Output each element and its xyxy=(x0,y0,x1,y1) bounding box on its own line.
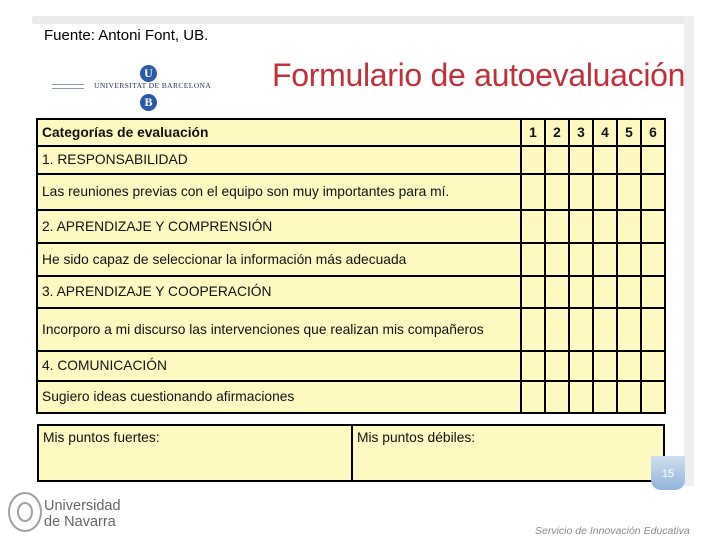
item-cell: He sido capaz de seleccionar la información más adecuada xyxy=(37,243,521,276)
rating-cell[interactable] xyxy=(521,308,545,351)
unav-seal-icon xyxy=(8,492,42,532)
table-row xyxy=(37,308,665,351)
slide-right-bar xyxy=(684,16,694,486)
scale-5: 5 xyxy=(617,119,641,146)
footer-text: Servicio de Innovación Educativa xyxy=(535,525,690,537)
rating-cell[interactable] xyxy=(521,210,545,243)
rating-cell[interactable] xyxy=(617,174,641,210)
rating-cell[interactable] xyxy=(617,276,641,308)
rating-cell[interactable] xyxy=(641,308,665,351)
form-title: Formulario de autoevaluación xyxy=(272,57,686,93)
table-row xyxy=(37,210,665,243)
category-cell: 4. COMUNICACIÓN xyxy=(37,351,521,381)
unav-line-2: de Navarra xyxy=(44,514,116,530)
rating-cell[interactable] xyxy=(569,381,593,413)
rating-cell[interactable] xyxy=(617,381,641,413)
table-row xyxy=(37,174,665,210)
scale-6: 6 xyxy=(641,119,665,146)
evaluation-table xyxy=(36,118,666,414)
ub-logo-letter-u: U xyxy=(140,65,157,82)
rating-cell[interactable] xyxy=(641,243,665,276)
rating-cell[interactable] xyxy=(569,146,593,174)
rating-cell[interactable] xyxy=(521,146,545,174)
rating-cell[interactable] xyxy=(641,381,665,413)
scale-3: 3 xyxy=(569,119,593,146)
slide-top-bar xyxy=(32,16,694,24)
rating-cell[interactable] xyxy=(617,210,641,243)
unav-line-1: Universidad xyxy=(44,498,121,514)
item-cell: Sugiero ideas cuestionando afirmaciones xyxy=(37,381,521,413)
rating-cell[interactable] xyxy=(593,351,617,381)
table-row xyxy=(37,276,665,308)
rating-cell[interactable] xyxy=(617,308,641,351)
rating-cell[interactable] xyxy=(593,174,617,210)
page-number-badge: 15 xyxy=(651,456,685,490)
rating-cell[interactable] xyxy=(593,308,617,351)
category-cell: 1. RESPONSABILIDAD xyxy=(37,146,521,174)
rating-cell[interactable] xyxy=(569,210,593,243)
rating-cell[interactable] xyxy=(545,351,569,381)
unav-logo-text xyxy=(44,498,121,530)
rating-cell[interactable] xyxy=(593,146,617,174)
rating-cell[interactable] xyxy=(521,174,545,210)
rating-cell[interactable] xyxy=(545,243,569,276)
rating-cell[interactable] xyxy=(569,174,593,210)
rating-cell[interactable] xyxy=(641,210,665,243)
rating-cell[interactable] xyxy=(641,174,665,210)
rating-cell[interactable] xyxy=(593,381,617,413)
item-cell: Las reuniones previas con el equipo son muy importantes para mí. xyxy=(37,174,521,210)
ub-logo-letter-b: B xyxy=(140,94,157,111)
ub-logo xyxy=(52,64,212,114)
rating-cell[interactable] xyxy=(545,381,569,413)
strengths-field[interactable]: Mis puntos fuertes: xyxy=(38,425,352,481)
unav-seal-inner xyxy=(17,502,33,522)
rating-cell[interactable] xyxy=(521,381,545,413)
rating-cell[interactable] xyxy=(641,351,665,381)
notes-table xyxy=(37,424,665,482)
rating-cell[interactable] xyxy=(545,308,569,351)
scale-4: 4 xyxy=(593,119,617,146)
rating-cell[interactable] xyxy=(545,146,569,174)
rating-cell[interactable] xyxy=(569,243,593,276)
weaknesses-field[interactable]: Mis puntos débiles: xyxy=(352,425,664,481)
source-caption: Fuente: Antoni Font, UB. xyxy=(44,27,209,44)
ub-logo-name: UNIVERSITAT DE BARCELONA xyxy=(94,81,212,90)
rating-cell[interactable] xyxy=(569,276,593,308)
rating-cell[interactable] xyxy=(617,146,641,174)
rating-cell[interactable] xyxy=(641,276,665,308)
category-cell: 3. APRENDIZAJE Y COOPERACIÓN xyxy=(37,276,521,308)
rating-cell[interactable] xyxy=(641,146,665,174)
rating-cell[interactable] xyxy=(569,308,593,351)
rating-cell[interactable] xyxy=(545,276,569,308)
table-row xyxy=(37,146,665,174)
rating-cell[interactable] xyxy=(593,243,617,276)
table-header-row xyxy=(37,119,665,146)
rating-cell[interactable] xyxy=(617,243,641,276)
rating-cell[interactable] xyxy=(545,174,569,210)
scale-2: 2 xyxy=(545,119,569,146)
scale-1: 1 xyxy=(521,119,545,146)
header-categories: Categorías de evaluación xyxy=(37,119,521,146)
rating-cell[interactable] xyxy=(521,243,545,276)
item-cell: Incorporo a mi discurso las intervenciones que realizan mis compañeros xyxy=(37,308,521,351)
ub-logo-lines xyxy=(52,84,84,89)
rating-cell[interactable] xyxy=(521,276,545,308)
category-cell: 2. APRENDIZAJE Y COMPRENSIÓN xyxy=(37,210,521,243)
rating-cell[interactable] xyxy=(545,210,569,243)
notes-row xyxy=(38,425,664,481)
rating-cell[interactable] xyxy=(521,351,545,381)
rating-cell[interactable] xyxy=(617,351,641,381)
table-row xyxy=(37,243,665,276)
rating-cell[interactable] xyxy=(569,351,593,381)
unav-logo xyxy=(8,490,128,536)
rating-cell[interactable] xyxy=(593,276,617,308)
table-row xyxy=(37,351,665,381)
table-row xyxy=(37,381,665,413)
rating-cell[interactable] xyxy=(593,210,617,243)
